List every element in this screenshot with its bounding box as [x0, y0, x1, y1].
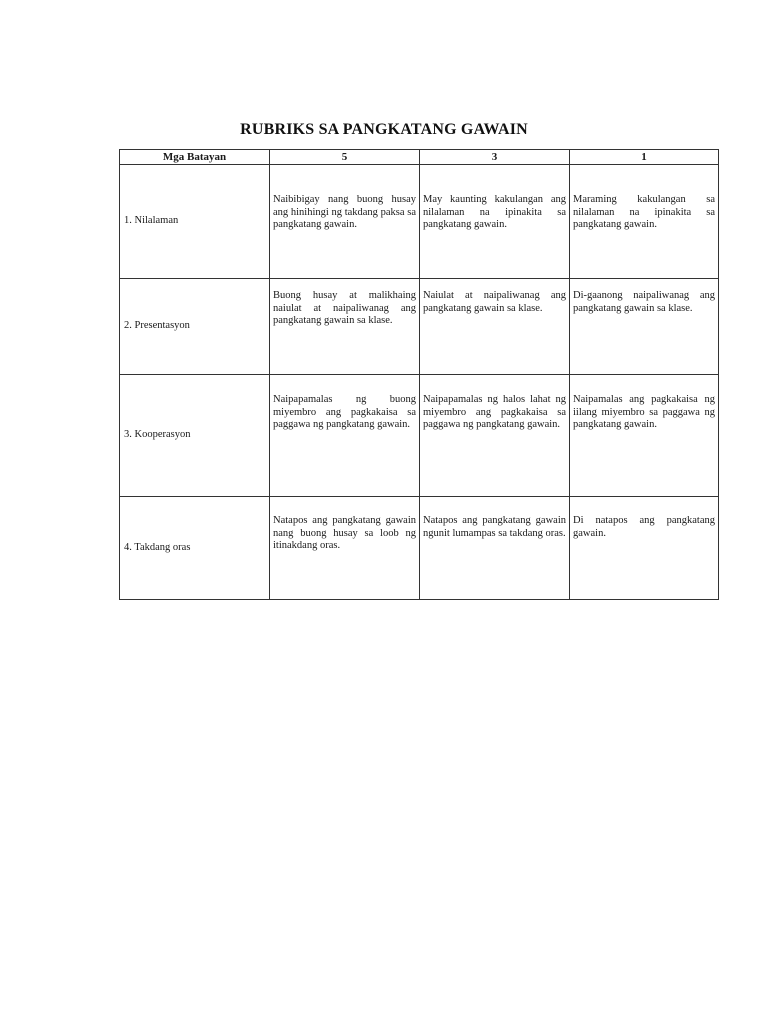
table-row — [120, 497, 719, 600]
table-row — [120, 279, 719, 375]
criterion-cell: 3. Kooperasyon — [120, 375, 270, 497]
score-1-cell: Di natapos ang pangkatang gawain. — [570, 497, 719, 600]
header-criteria: Mga Batayan — [120, 150, 270, 165]
score-1-cell: Di-gaanong naipaliwanag ang pangkatang gawain sa klase. — [570, 279, 719, 375]
score-5-cell: Buong husay at malikhaing naiulat at naipaliwanag ang pangkatang gawain sa klase. — [270, 279, 420, 375]
score-5-cell: Naipapamalas ng buong miyembro ang pagkakaisa sa paggawa ng pangkatang gawain. — [270, 375, 420, 497]
criterion-cell: 2. Presentasyon — [120, 279, 270, 375]
score-1-cell: Maraming kakulangan sa nilalaman na ipinakita sa pangkatang gawain. — [570, 165, 719, 279]
score-3-cell: Natapos ang pangkatang gawain ngunit lumampas sa takdang oras. — [420, 497, 570, 600]
score-3-cell: Naipapamalas ng halos lahat ng miyembro ang pagkakaisa sa paggawa ng pangkatang gawain. — [420, 375, 570, 497]
rubric-table — [119, 149, 719, 600]
criterion-cell: 4. Takdang oras — [120, 497, 270, 600]
criterion-cell: 1. Nilalaman — [120, 165, 270, 279]
score-5-cell: Naibibigay nang buong husay ang hinihingi ng takdang paksa sa pangkatang gawain. — [270, 165, 420, 279]
score-5-cell: Natapos ang pangkatang gawain nang buong husay sa loob ng itinakdang oras. — [270, 497, 420, 600]
table-row — [120, 165, 719, 279]
header-score-5: 5 — [270, 150, 420, 165]
score-3-cell: Naiulat at naipaliwanag ang pangkatang gawain sa klase. — [420, 279, 570, 375]
header-score-3: 3 — [420, 150, 570, 165]
score-3-cell: May kaunting kakulangan ang nilalaman na ipinakita sa pangkatang gawain. — [420, 165, 570, 279]
score-1-cell: Naipamalas ang pagkakaisa ng iilang miyembro sa paggawa ng pangkatang gawain. — [570, 375, 719, 497]
header-row — [120, 150, 719, 165]
rubric-title: RUBRIKS SA PANGKATANG GAWAIN — [240, 121, 528, 138]
header-score-1: 1 — [570, 150, 719, 165]
table-row — [120, 375, 719, 497]
